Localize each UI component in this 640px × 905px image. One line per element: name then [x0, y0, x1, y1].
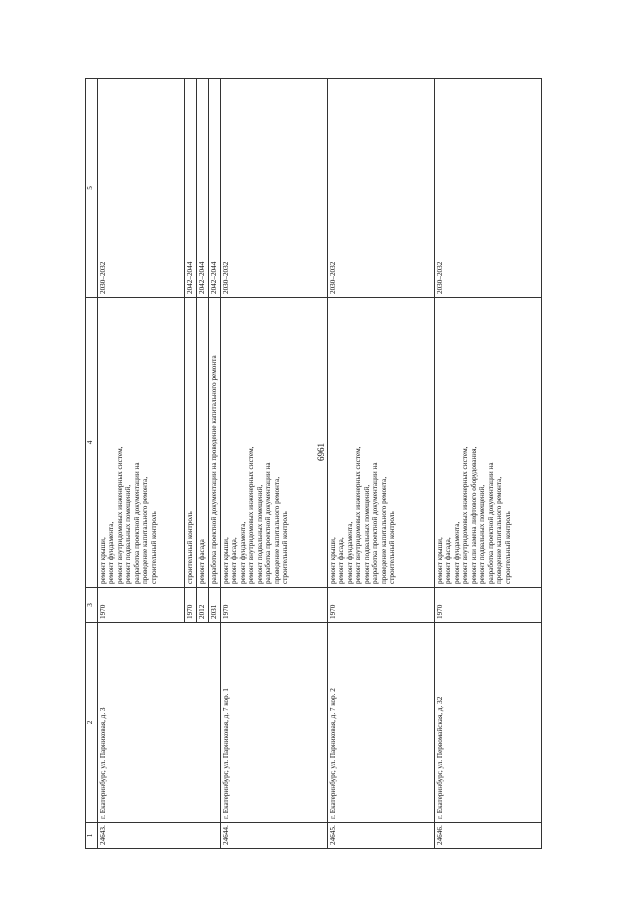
table-row	[98, 79, 185, 849]
sub-period: 2042–2044	[209, 79, 221, 298]
work-item: ремонт внутридомовых инженерных систем,	[354, 446, 363, 584]
work-item: разработка проектной документации на	[486, 462, 495, 584]
work-item: проведение капитального ремонта,	[141, 476, 150, 584]
table-row	[435, 79, 542, 849]
row-period: 2030–2032	[435, 79, 542, 298]
work-item: строительный контроль	[388, 511, 397, 584]
row-address: г. Екатеринбург, ул. Парниковая, д. 7 кор. 1	[221, 623, 328, 823]
work-item: ремонт фасада,	[337, 537, 346, 584]
row-year: 1970	[328, 588, 435, 623]
work-item: ремонт фундамента,	[238, 521, 247, 584]
row-number: 24646.	[435, 823, 542, 849]
work-item: ремонт внутридомовых инженерных систем,	[247, 446, 256, 584]
sub-work: ремонт фасада	[197, 298, 209, 588]
work-item: ремонт подвальных помещений,	[478, 484, 487, 584]
capital-repair-table	[85, 78, 542, 849]
work-item: ремонт крыши,	[99, 537, 107, 584]
work-item: ремонт фасада,	[444, 537, 453, 584]
table-row	[328, 79, 435, 849]
work-item: ремонт крыши,	[436, 537, 444, 584]
sub-year: 2031	[209, 588, 221, 623]
row-period: 2030–2032	[98, 79, 185, 298]
row-number: 24644.	[221, 823, 328, 849]
work-item: ремонт внутридомовых инженерных систем,	[115, 446, 124, 584]
rotated-table-container	[85, 79, 545, 849]
work-item: проведение капитального ремонта,	[495, 476, 504, 584]
work-item: ремонт фундамента,	[345, 521, 354, 584]
row-works	[435, 298, 542, 588]
row-works	[221, 298, 328, 588]
work-item: разработка проектной документации на	[371, 462, 380, 584]
header-col-5: 5	[86, 79, 98, 298]
work-item: ремонт фасада,	[230, 537, 239, 584]
row-address: г. Екатеринбург, ул. Первомайская, д. 32	[435, 623, 542, 823]
page-number: 6961	[316, 443, 326, 461]
row-address: г. Екатеринбург, ул. Парниковая, д. 3	[98, 623, 221, 823]
work-item: ремонт внутридомовых инженерных систем,	[461, 446, 470, 584]
work-item: ремонт подвальных помещений,	[124, 484, 133, 584]
sub-work: строительный контроль	[185, 298, 197, 588]
row-period: 2030–2032	[221, 79, 328, 298]
row-works	[98, 298, 185, 588]
work-item: проведение капитального ремонта,	[379, 476, 388, 584]
row-year: 1970	[221, 588, 328, 623]
work-item: разработка проектной документации на	[132, 462, 141, 584]
header-row	[86, 79, 98, 849]
row-address: г. Екатеринбург, ул. Парниковая, д. 7 кор. 2	[328, 623, 435, 823]
row-year: 1970	[435, 588, 542, 623]
row-works	[328, 298, 435, 588]
work-item: строительный контроль	[281, 511, 290, 584]
sub-year: 1970	[185, 588, 197, 623]
sub-work: разработка проектной документации на проведение капитального ремонта	[209, 298, 221, 588]
table-row	[221, 79, 328, 849]
work-item: ремонт фундамента,	[107, 521, 116, 584]
sub-period: 2042–2044	[185, 79, 197, 298]
work-item: строительный контроль	[503, 511, 512, 584]
row-number: 24643.	[98, 823, 221, 849]
work-item: ремонт крыши,	[329, 537, 337, 584]
work-item: ремонт фундамента,	[452, 521, 461, 584]
work-item: ремонт крыши,	[222, 537, 230, 584]
row-number: 24645.	[328, 823, 435, 849]
work-item: ремонт или замена лифтового оборудования,	[469, 446, 478, 584]
work-item: разработка проектной документации на	[264, 462, 273, 584]
header-col-2: 2	[86, 623, 98, 823]
work-item: проведение капитального ремонта,	[272, 476, 281, 584]
sub-year: 2012	[197, 588, 209, 623]
header-col-1: 1	[86, 823, 98, 849]
header-col-3: 3	[86, 588, 98, 623]
work-item: строительный контроль	[149, 511, 158, 584]
row-period: 2030–2032	[328, 79, 435, 298]
sub-period: 2042–2044	[197, 79, 209, 298]
header-col-4: 4	[86, 298, 98, 588]
row-year: 1970	[98, 588, 185, 623]
work-item: ремонт подвальных помещений,	[362, 484, 371, 584]
work-item: ремонт подвальных помещений,	[255, 484, 264, 584]
